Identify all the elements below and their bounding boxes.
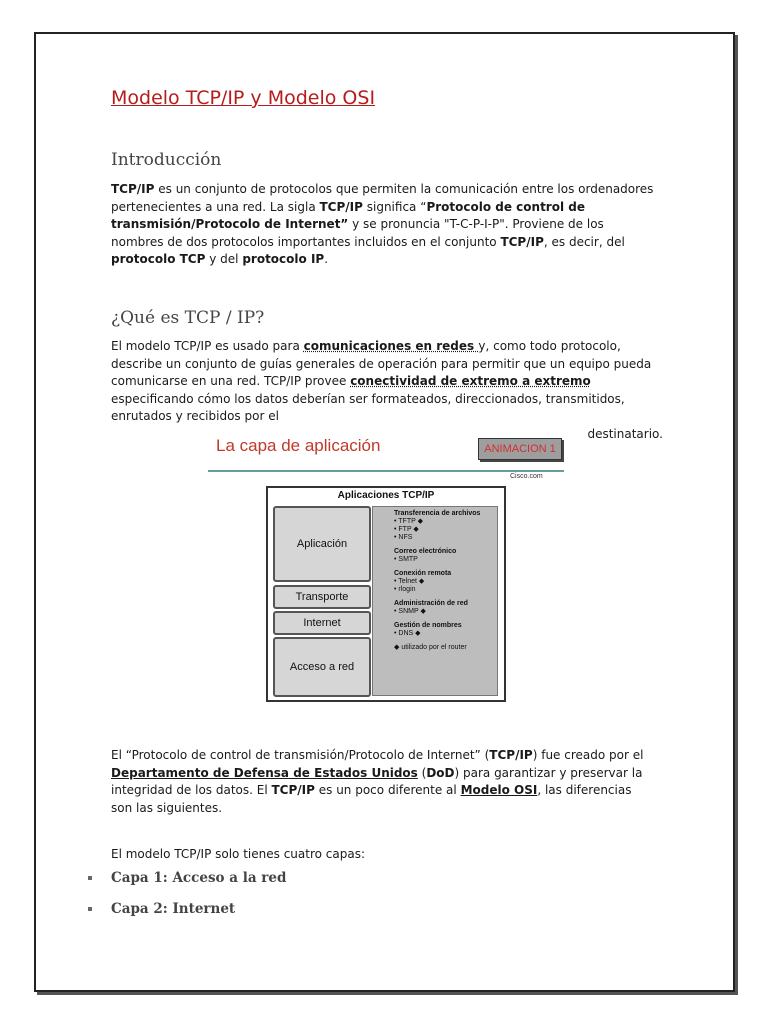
term-tcpip: TCP/IP: [319, 199, 363, 214]
text: , las diferencias son las siguientes.: [111, 783, 632, 815]
list-item: [88, 870, 286, 901]
protocol-item: • DNS ◆: [394, 630, 421, 637]
cisco-brand: Cisco.com: [510, 473, 543, 480]
document-title: Modelo TCP/IP y Modelo OSI: [111, 87, 376, 109]
applications-box: [266, 486, 506, 702]
protocols-list: [394, 510, 504, 652]
figure-divider: [208, 470, 564, 472]
term-protocol-name: Protocolo de control de transmisión/Protocolo de Internet”: [111, 199, 585, 232]
term-protocol-ip: protocolo IP: [242, 252, 325, 267]
heading-introduccion: Introducción: [111, 150, 222, 170]
term-tcpip: TCP/IP: [489, 748, 533, 762]
group-heading: Conexión remota: [394, 570, 452, 577]
link-departamento-defensa[interactable]: Departamento de Defensa de Estados Unidos: [111, 765, 418, 780]
protocol-item: • TFTP ◆: [394, 518, 423, 525]
text: especificando cómo los datos deberían ser formateados, direccionados, transmitidos, enrutados y recibidos por el: [111, 391, 625, 424]
text: y del: [205, 252, 243, 267]
text: .: [324, 252, 329, 267]
text: y, como todo protocolo, describe un conjunto de guías generales de operación para permitir que un equipo pueda comunicarse en una red. TCP/IP provee: [111, 339, 652, 389]
protocol-item: • SMTP: [394, 556, 418, 563]
protocol-item: • SNMP ◆: [394, 608, 426, 615]
text-destinatario: destinatario.: [587, 426, 663, 441]
intro-paragraph: [111, 181, 659, 269]
figure-title: La capa de aplicación: [216, 436, 381, 455]
text: ) fue creado por el: [532, 748, 644, 762]
term-tcpip: TCP/IP: [500, 234, 544, 249]
document-page: [34, 32, 735, 992]
layers-intro: El modelo TCP/IP solo tienes cuatro capas:: [111, 847, 365, 861]
layer-internet: Internet: [273, 611, 371, 635]
layer-aplicacion: Aplicación: [273, 506, 371, 582]
heading-que-es: ¿Qué es TCP / IP?: [111, 308, 265, 328]
group-heading: Transferencia de archivos: [394, 510, 481, 517]
protocol-item: • Telnet ◆: [394, 578, 425, 585]
text: El modelo TCP/IP es usado para: [111, 339, 304, 353]
layer-acceso-red: Acceso a red: [273, 637, 371, 697]
list-item-label: Capa 2: Internet: [111, 901, 236, 917]
term-protocol-tcp: protocolo TCP: [111, 252, 206, 267]
text: El “Protocolo de control de transmisión/Protocolo de Internet” (: [111, 748, 490, 762]
list-item: [88, 901, 286, 932]
protocol-item: • rlogin: [394, 586, 416, 593]
group-heading: Correo electrónico: [394, 548, 457, 555]
text: es un poco diferente al: [314, 783, 461, 798]
link-modelo-osi[interactable]: Modelo OSI: [460, 783, 538, 798]
link-comunicaciones-en-redes[interactable]: comunicaciones en redes: [303, 339, 479, 353]
group-heading: Administración de red: [394, 600, 468, 607]
group-heading: Gestión de nombres: [394, 622, 462, 629]
animacion-button[interactable]: ANIMACION 1: [478, 438, 562, 460]
link-conectividad[interactable]: conectividad de extremo a extremo: [350, 374, 591, 389]
tcpip-figure: [192, 426, 568, 706]
bullet-icon: [88, 907, 92, 911]
layer-transporte: Transporte: [273, 585, 371, 609]
text: significa “: [362, 199, 427, 214]
text: , es decir, del: [543, 234, 625, 249]
applications-box-title: Aplicaciones TCP/IP: [337, 490, 435, 501]
text: es un conjunto de protocolos que permiten la comunicación entre los ordenadores pertenecientes a una red. La sigla: [111, 182, 654, 214]
text: y se pronuncia "T-C-P-I-P". Proviene de los nombres de dos protocolos importantes incluidos en el conjunto: [111, 217, 604, 249]
text: ) para garantizar y preservar la integridad de los datos. El: [111, 765, 643, 798]
list-item-label: Capa 1: Acceso a la red: [111, 870, 287, 886]
term-dod: DoD: [426, 765, 455, 780]
protocol-item: • FTP ◆: [394, 526, 419, 533]
term-tcpip: TCP/IP: [111, 182, 155, 196]
router-note: ◆ utilizado por el router: [394, 644, 467, 651]
text: (: [417, 765, 427, 780]
bullet-icon: [88, 876, 92, 880]
term-tcpip: TCP/IP: [271, 783, 315, 798]
history-paragraph: [111, 747, 651, 817]
protocol-item: • NFS: [394, 534, 413, 541]
layers-list: [88, 870, 286, 932]
